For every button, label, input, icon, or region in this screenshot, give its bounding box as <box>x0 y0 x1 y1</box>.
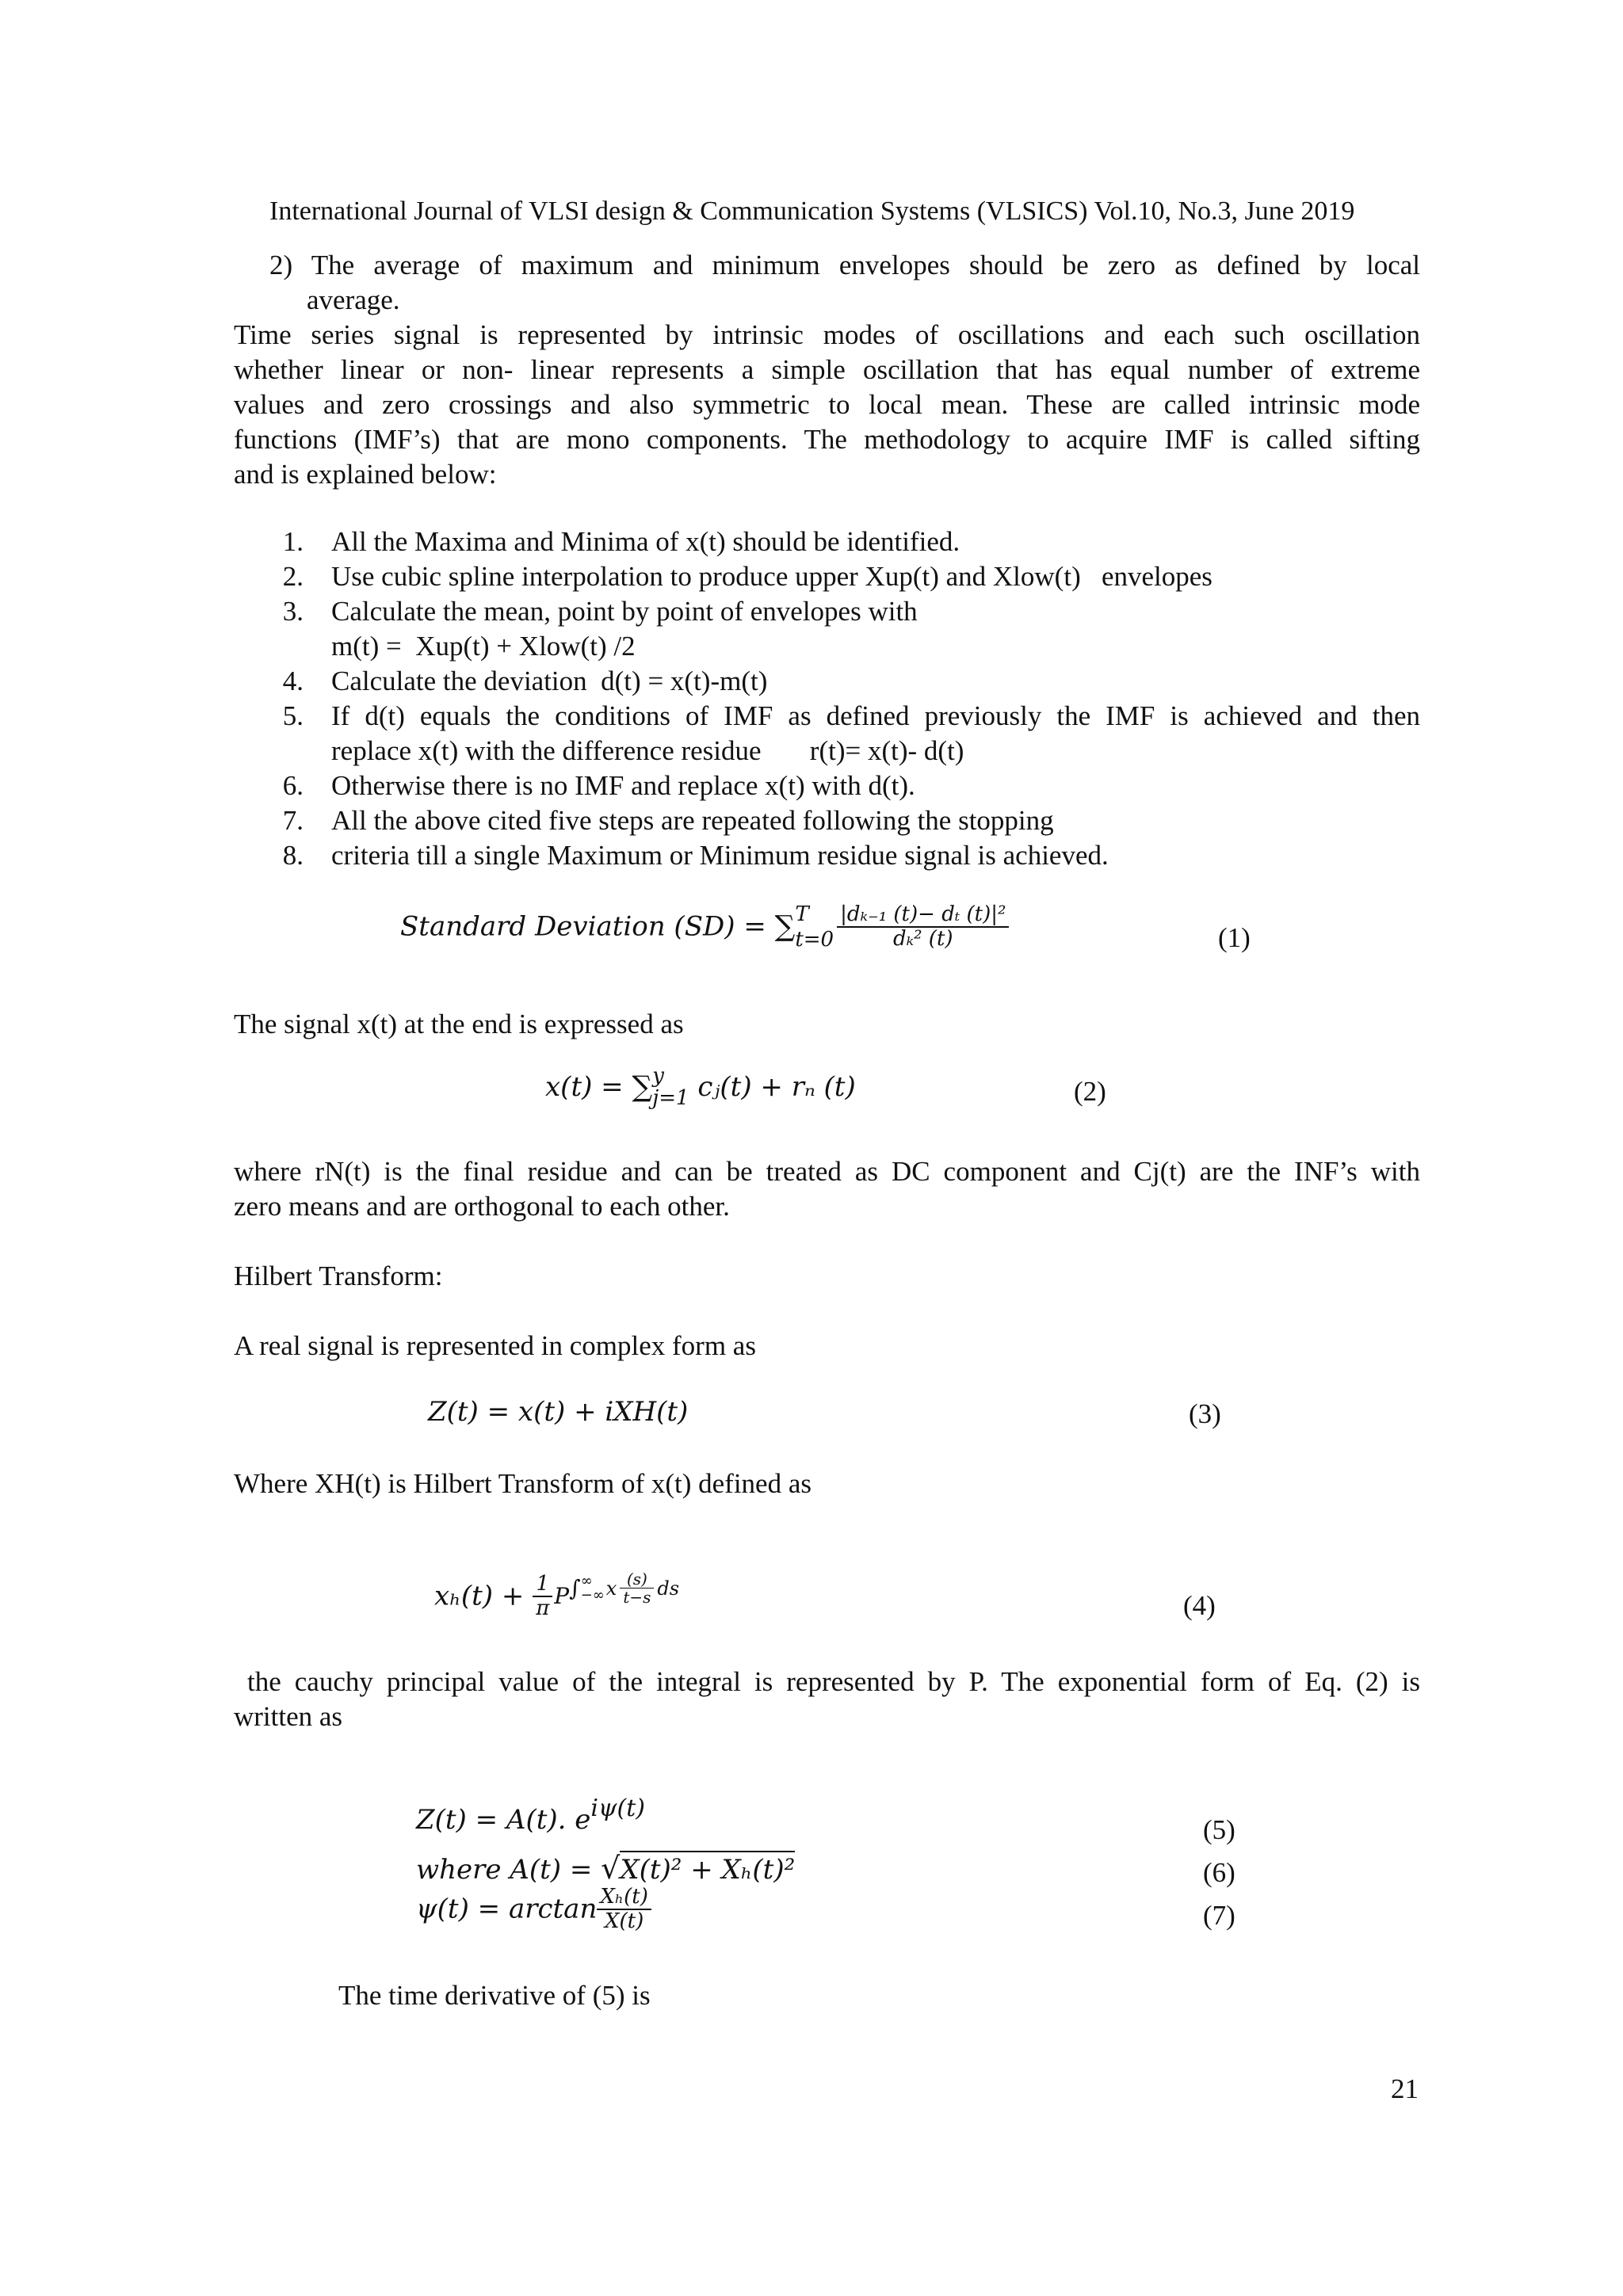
equation-1-fraction <box>837 903 1009 950</box>
step-text: m(t) = Xup(t) + Xlow(t) /2 <box>331 631 636 662</box>
step-text: Calculate the mean, point by point of envelopes with <box>331 596 918 627</box>
step-number: 2. <box>282 561 304 592</box>
equation-2-number: (2) <box>1074 1076 1106 1107</box>
equation-7-lhs: ψ(t) = arctan <box>416 1893 598 1925</box>
equation-1-lhs: Standard Deviation (SD) = <box>400 910 775 943</box>
equation-6 <box>416 1851 795 1886</box>
paragraph-final-residue <box>234 1154 1420 1224</box>
equation-5-lhs: Z(t) = A(t). e <box>416 1804 591 1836</box>
step-number: 7. <box>282 805 304 836</box>
equation-2 <box>545 1066 856 1113</box>
fraction-numerator: 1 <box>533 1573 552 1597</box>
step-text: Otherwise there is no IMF and replace x(t) with d(t). <box>331 770 915 801</box>
equation-6-number: (6) <box>1203 1857 1235 1888</box>
paragraph-time-derivative: The time derivative of (5) is <box>338 1980 651 2011</box>
step-text: All the above cited five steps are repeated following the stopping <box>331 805 1054 836</box>
equation-2-lhs: x(t) = <box>545 1071 632 1103</box>
paragraph-intrinsic-modes <box>234 318 1420 492</box>
equation-6-lhs: where A(t) = <box>416 1854 601 1886</box>
step-text: Calculate the deviation d(t) = x(t)-m(t) <box>331 666 768 696</box>
step-text: All the Maxima and Minima of x(t) should be identified. <box>331 526 960 557</box>
sum-lower-limit: j=1 <box>652 1086 689 1110</box>
step-text: Use cubic spline interpolation to produce upper Xup(t) and Xlow(t) envelopes <box>331 561 1212 592</box>
fraction-numerator: |dₖ₋₁ (t)− dₜ (t)|² <box>837 903 1009 928</box>
paragraph-hilbert-definition: Where XH(t) is Hilbert Transform of x(t) defined as <box>234 1468 812 1499</box>
sum-symbol: ∑ <box>632 1070 653 1104</box>
fraction-numerator: Xₕ(t) <box>597 1886 651 1910</box>
fraction-denominator: dₖ² (t) <box>892 926 953 951</box>
sum-symbol: ∑ <box>774 910 796 944</box>
step-number: 3. <box>282 596 304 627</box>
principal-value-p: P <box>554 1583 570 1610</box>
condition-item-2-line1: 2) The average of maximum and minimum envelopes should be zero as defined by local <box>269 250 1420 280</box>
page-number: 21 <box>1391 2073 1419 2104</box>
step-text <box>331 700 1420 732</box>
paragraph-line: and is explained below: <box>234 459 497 490</box>
sqrt-symbol: √ <box>601 1851 621 1886</box>
equation-4 <box>434 1569 680 1636</box>
fraction-denominator: X(t) <box>604 1909 644 1933</box>
fraction-denominator: π <box>536 1596 550 1620</box>
equation-5-number: (5) <box>1203 1814 1235 1845</box>
equation-4-lhs: xₕ(t) + <box>434 1580 533 1612</box>
paragraph-line: zero means and are orthogonal to each other. <box>234 1191 730 1222</box>
integral-lower-limit: −∞ <box>580 1586 605 1604</box>
sqrt-radicand: X(t)² + Xₕ(t)² <box>620 1851 795 1886</box>
sum-lower-limit: t=0 <box>795 927 834 952</box>
equation-5-exponent: iψ(t) <box>590 1794 645 1822</box>
paragraph-line: Time series signal is represented by intrinsic modes of oscillations and each such oscillation <box>234 319 1420 350</box>
step-text-line: If d(t) equals the conditions of IMF as defined previously the IMF is achieved and then <box>331 700 1420 731</box>
sum-upper-limit: y <box>652 1064 664 1088</box>
paragraph-line: functions (IMF’s) that are mono components. The methodology to acquire IMF is called sifting <box>234 424 1420 455</box>
condition-item-2-line2: average. <box>307 284 400 315</box>
paragraph-cauchy <box>234 1665 1420 1699</box>
equation-7-fraction <box>597 1886 651 1932</box>
fraction-denominator: t−s <box>623 1588 651 1608</box>
equation-2-rhs: cⱼ(t) + rₙ (t) <box>689 1071 856 1103</box>
integrand-x: x <box>605 1577 617 1600</box>
paragraph-signal-expressed: The signal x(t) at the end is expressed as <box>234 1009 684 1039</box>
journal-header: International Journal of VLSI design & Communication Systems (VLSICS) Vol.10, No.3, June 2019 <box>269 196 1355 226</box>
paragraph-line: the cauchy principal value of the integral is represented by P. The exponential form of Eq. (2) is <box>234 1666 1420 1697</box>
step-number: 1. <box>282 526 304 557</box>
paragraph-line: written as <box>234 1701 343 1732</box>
equation-7-number: (7) <box>1203 1900 1235 1931</box>
equation-3: Z(t) = x(t) + iXH(t) <box>428 1396 689 1428</box>
sum-upper-limit: T <box>795 902 809 926</box>
step-number: 6. <box>282 770 304 801</box>
equation-5 <box>416 1794 645 1836</box>
section-heading-hilbert: Hilbert Transform: <box>234 1261 443 1291</box>
paragraph-complex-form: A real signal is represented in complex form as <box>234 1330 756 1361</box>
fraction-numerator: (s) <box>620 1570 654 1589</box>
integral-ds: ds <box>657 1577 680 1600</box>
equation-1 <box>400 903 1009 967</box>
equation-4-number: (4) <box>1183 1590 1216 1621</box>
integral-upper-limit: ∞ <box>580 1572 593 1589</box>
condition-item-2 <box>269 248 1420 283</box>
step-number: 8. <box>282 840 304 871</box>
equation-3-number: (3) <box>1189 1398 1221 1429</box>
step-text: replace x(t) with the difference residue r(t)= x(t)- d(t) <box>331 735 964 766</box>
integral-symbol: ∫ <box>569 1575 581 1602</box>
one-over-pi-fraction <box>533 1573 552 1619</box>
paragraph-line: whether linear or non- linear represents a simple oscillation that has equal number of extreme <box>234 354 1420 385</box>
integrand-fraction <box>620 1570 654 1606</box>
step-number: 5. <box>282 700 304 731</box>
step-number: 4. <box>282 666 304 696</box>
equation-7 <box>416 1886 651 1949</box>
paragraph-line: where rN(t) is the final residue and can be treated as DC component and Cj(t) are the INF’s with <box>234 1156 1420 1187</box>
step-text: criteria till a single Maximum or Minimum residue signal is achieved. <box>331 840 1109 871</box>
paragraph-line: values and zero crossings and also symmetric to local mean. These are called intrinsic mode <box>234 389 1420 420</box>
equation-1-number: (1) <box>1218 922 1251 953</box>
